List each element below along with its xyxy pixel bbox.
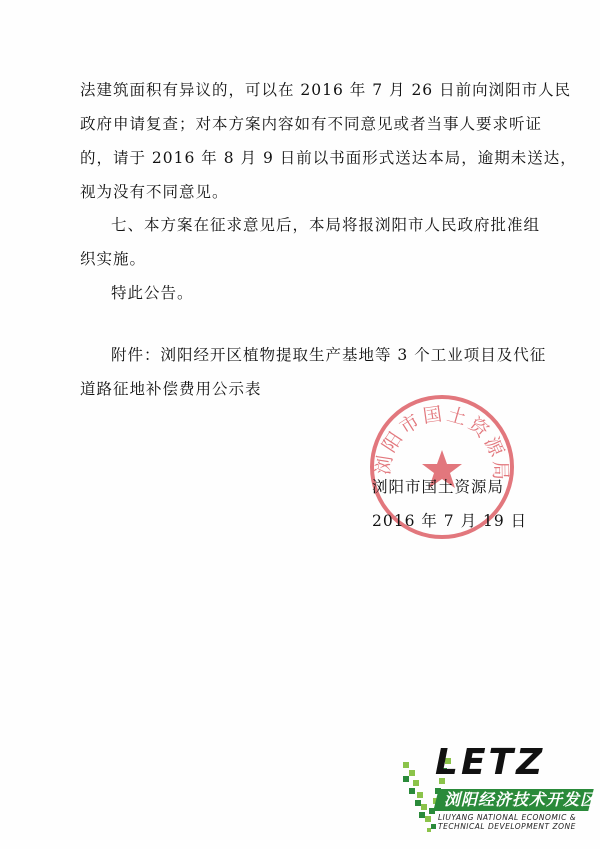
attachment-line: 附件：浏阳经开区植物提取生产基地等 3 个工业项目及代征 [111,346,547,364]
logo-english-line: LIUYANG NATIONAL ECONOMIC & [438,813,577,822]
closing-paragraph [80,276,540,310]
logo-english-line: TECHNICAL DEVELOPMENT ZONE [438,822,576,831]
signature-block [372,470,527,538]
clause-seven-paragraph [80,208,540,276]
logo-wordmark: LETZ [435,742,546,783]
attachment-line: 道路征地补偿费用公示表 [80,380,262,398]
logo-chinese-name: 浏阳经济技术开发区 [444,790,598,809]
text-line: 法建筑面积有异议的，可以在 2016 年 7 月 26 日前向浏阳市人民 [80,81,572,99]
text-line: 织实施。 [80,250,147,268]
svg-text:浏阳市国土资源局: 浏阳市国土资源局 [372,402,512,484]
text-line: 政府申请复查；对本方案内容如有不同意见或者当事人要求听证 [80,115,543,133]
issue-date: 2016 年 7 月 19 日 [372,512,528,530]
text-line: 七、本方案在征求意见后，本局将报浏阳市人民政府批准组 [111,216,541,234]
issuer-name: 浏阳市国土资源局 [372,478,505,496]
closing-text: 特此公告。 [111,284,194,302]
text-line: 的，请于 2016 年 8 月 9 日前以书面形式送达本局，逾期未送达， [80,149,577,167]
text-line: 视为没有不同意见。 [80,183,229,201]
logo-english-name [438,813,576,831]
objection-paragraph [80,73,577,209]
